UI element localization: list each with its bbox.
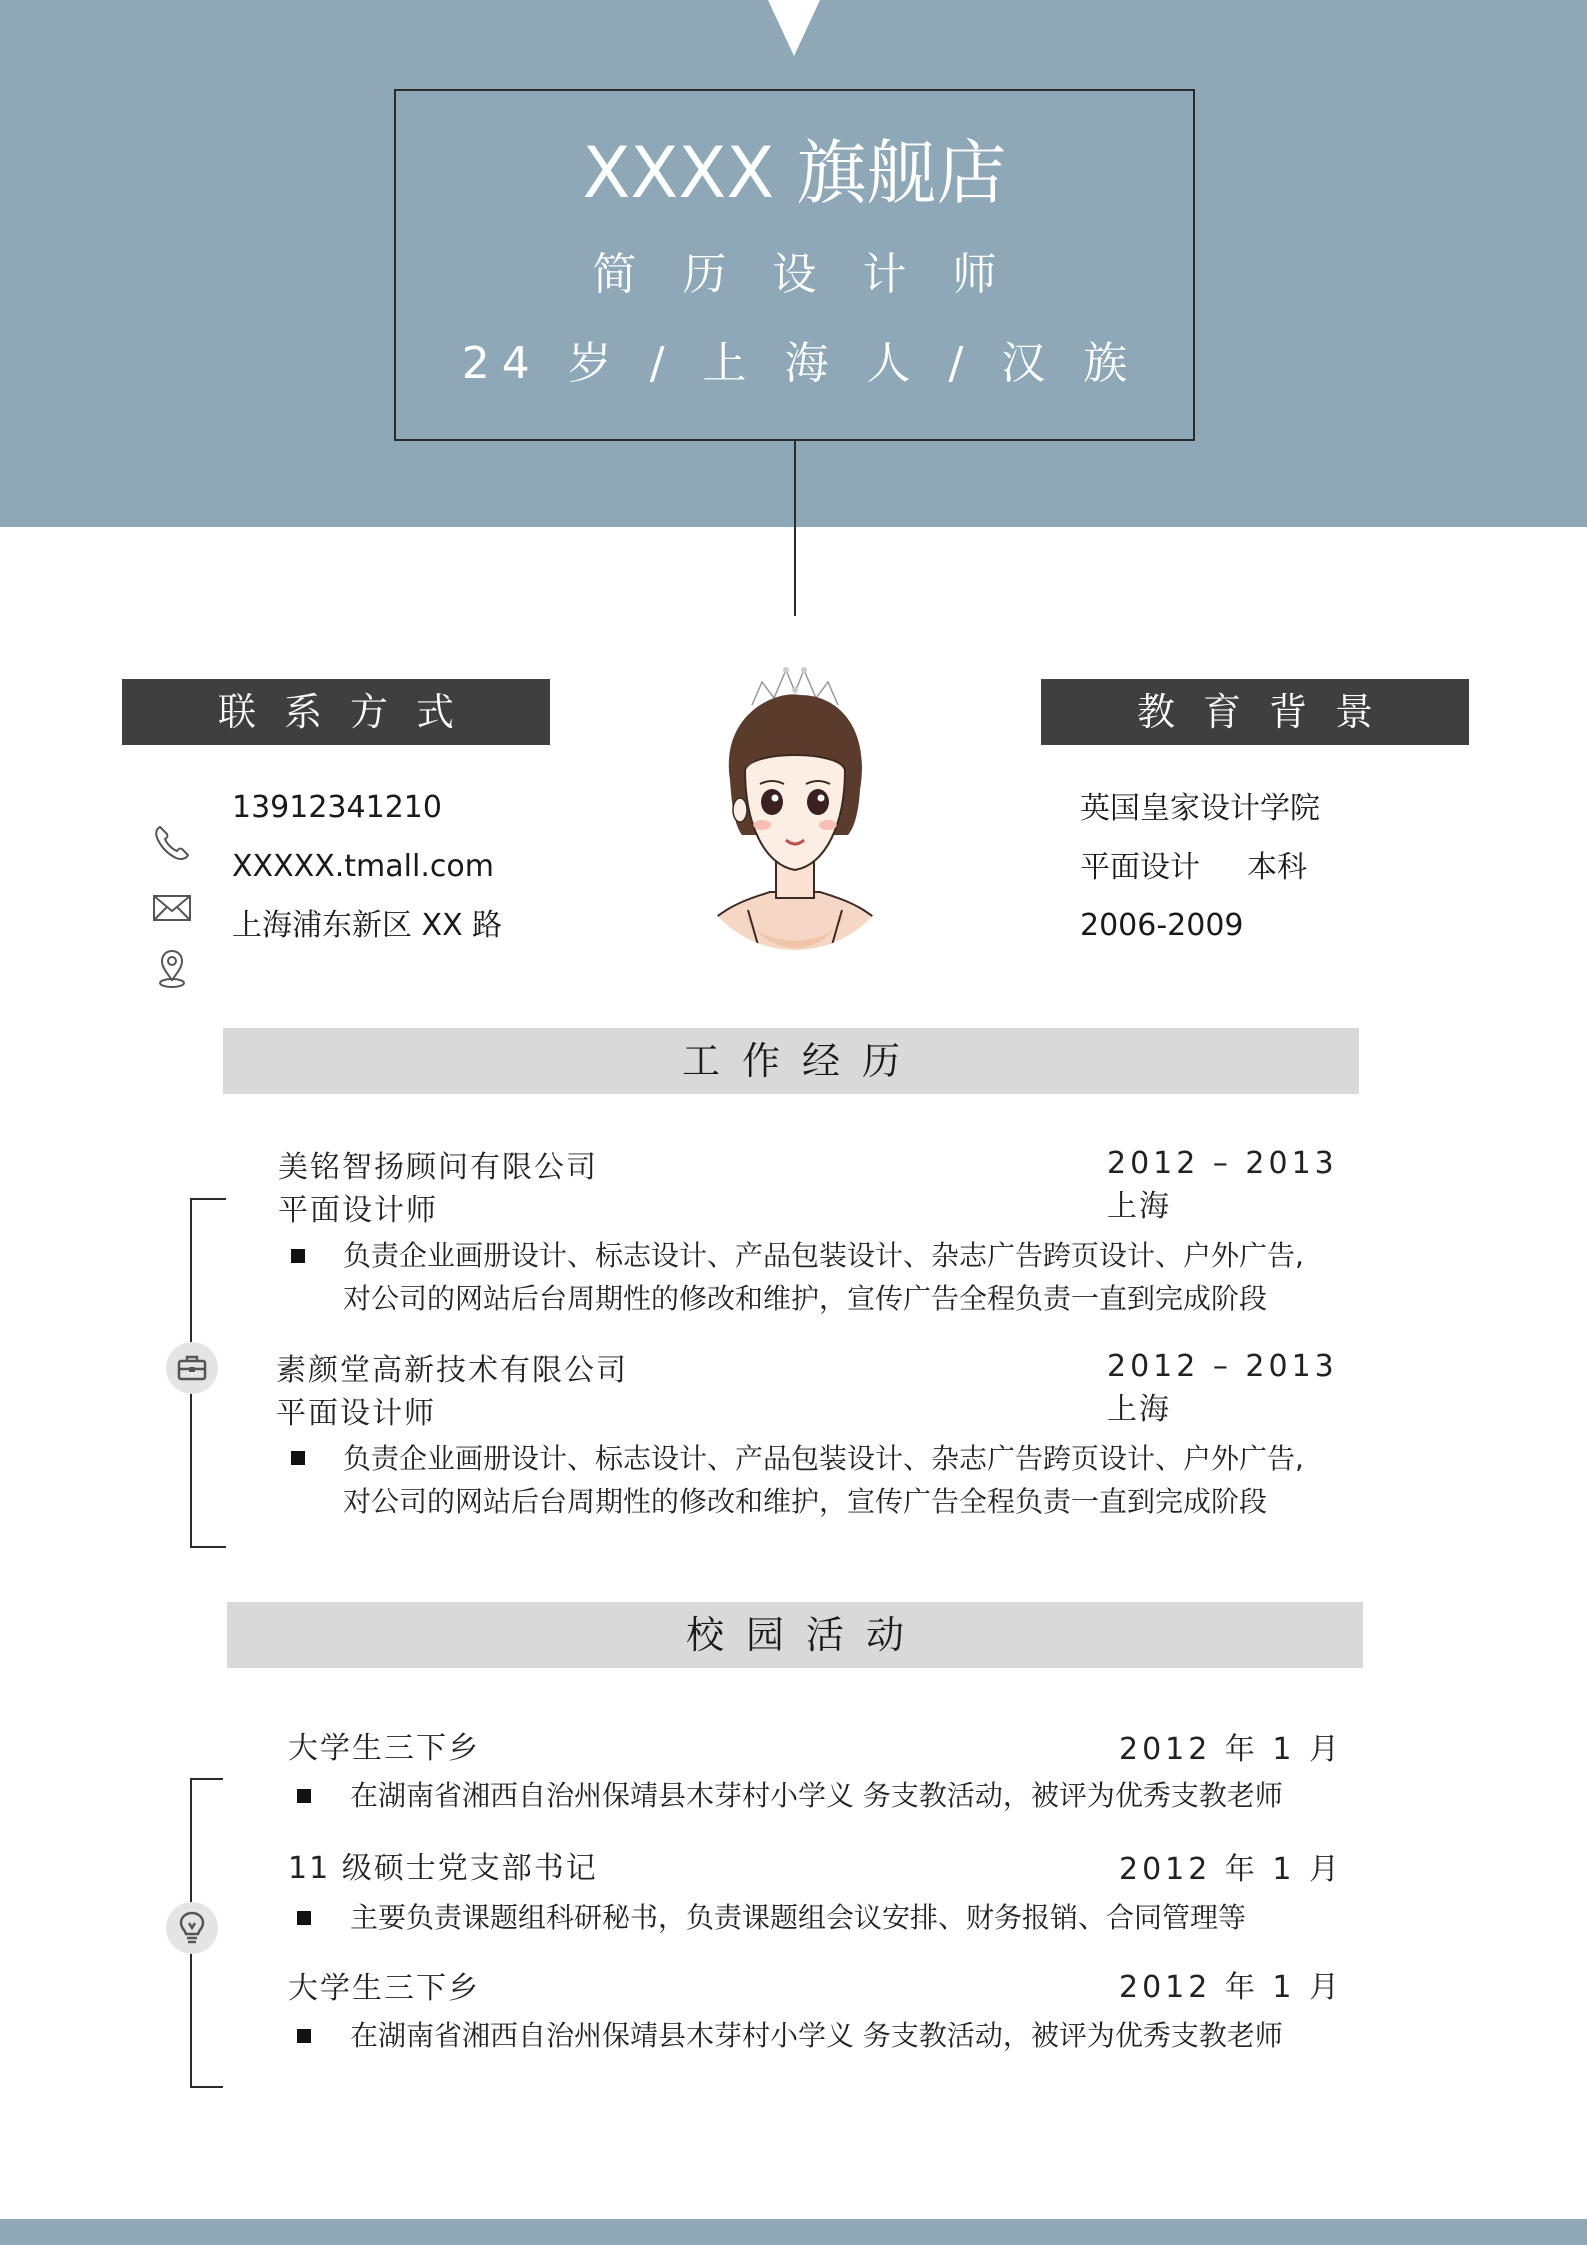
education-degree: 本科 bbox=[1247, 850, 1307, 885]
activity-description: 在湖南省湘西自治州保靖县木芽村小学义 务支教活动，被评为优秀支教老师 bbox=[350, 2019, 1283, 2052]
work-description-line: 负责企业画册设计、标志设计、产品包装设计、杂志广告跨页设计、户外广告, bbox=[343, 1442, 1304, 1475]
activity-description: 主要负责课题组科研秘书，负责课题组会议安排、财务报销、合同管理等 bbox=[350, 1901, 1247, 1934]
shop-name: XXXX 旗舰店 bbox=[582, 132, 1007, 214]
role-title: 简历设计师 bbox=[592, 249, 1043, 300]
personal-info: 24 岁 / 上 海 人 / 汉 族 bbox=[461, 338, 1140, 389]
activity-name: 11 级硕士党支部书记 bbox=[288, 1851, 598, 1886]
mail-icon bbox=[150, 886, 194, 930]
education-years: 2006-2009 bbox=[1080, 908, 1244, 943]
bullet bbox=[291, 1249, 305, 1263]
contact-section-title: 联系方式 bbox=[122, 679, 550, 745]
work-section-title: 工作经历 bbox=[223, 1028, 1359, 1094]
location-icon bbox=[150, 946, 194, 990]
activity-date: 2012 年 1 月 bbox=[1119, 1852, 1344, 1887]
bullet bbox=[297, 1911, 311, 1925]
footer-band bbox=[0, 2219, 1587, 2245]
work-description-line: 负责企业画册设计、标志设计、产品包装设计、杂志广告跨页设计、户外广告, bbox=[343, 1239, 1304, 1272]
work-company: 素颜堂高新技术有限公司 bbox=[276, 1353, 628, 1388]
education-section-title: 教育背景 bbox=[1041, 679, 1469, 745]
work-company: 美铭智扬顾问有限公司 bbox=[278, 1150, 598, 1185]
work-description-line: 对公司的网站后台周期性的修改和维护，宣传广告全程负责一直到完成阶段 bbox=[343, 1282, 1268, 1315]
campus-section-title: 校园活动 bbox=[227, 1602, 1363, 1668]
avatar bbox=[690, 660, 900, 980]
work-city: 上海 bbox=[1107, 1392, 1171, 1427]
work-city: 上海 bbox=[1107, 1189, 1171, 1224]
education-major: 平面设计 bbox=[1080, 850, 1200, 885]
header-notch bbox=[768, 0, 820, 56]
contact-phone: 13912341210 bbox=[232, 790, 442, 825]
work-position: 平面设计师 bbox=[278, 1193, 438, 1228]
activity-description: 在湖南省湘西自治州保靖县木芽村小学义 务支教活动，被评为优秀支教老师 bbox=[350, 1779, 1283, 1812]
header-connector-line bbox=[794, 441, 796, 616]
phone-icon bbox=[150, 821, 194, 865]
activity-date: 2012 年 1 月 bbox=[1119, 1732, 1344, 1767]
activity-date: 2012 年 1 月 bbox=[1119, 1970, 1344, 2005]
bullet bbox=[297, 2029, 311, 2043]
activity-name: 大学生三下乡 bbox=[288, 1731, 480, 1766]
briefcase-icon bbox=[176, 1352, 208, 1384]
work-period: 2012 – 2013 bbox=[1107, 1349, 1338, 1384]
work-description-line: 对公司的网站后台周期性的修改和维护，宣传广告全程负责一直到完成阶段 bbox=[343, 1485, 1268, 1518]
contact-address: 上海浦东新区 XX 路 bbox=[232, 908, 503, 943]
activity-name: 大学生三下乡 bbox=[288, 1971, 480, 2006]
work-position: 平面设计师 bbox=[276, 1396, 436, 1431]
bullet bbox=[297, 1789, 311, 1803]
work-period: 2012 – 2013 bbox=[1107, 1146, 1338, 1181]
lightbulb-icon bbox=[176, 1910, 208, 1946]
contact-email: XXXXX.tmall.com bbox=[232, 849, 494, 884]
education-school: 英国皇家设计学院 bbox=[1080, 791, 1320, 826]
bullet bbox=[291, 1451, 305, 1465]
